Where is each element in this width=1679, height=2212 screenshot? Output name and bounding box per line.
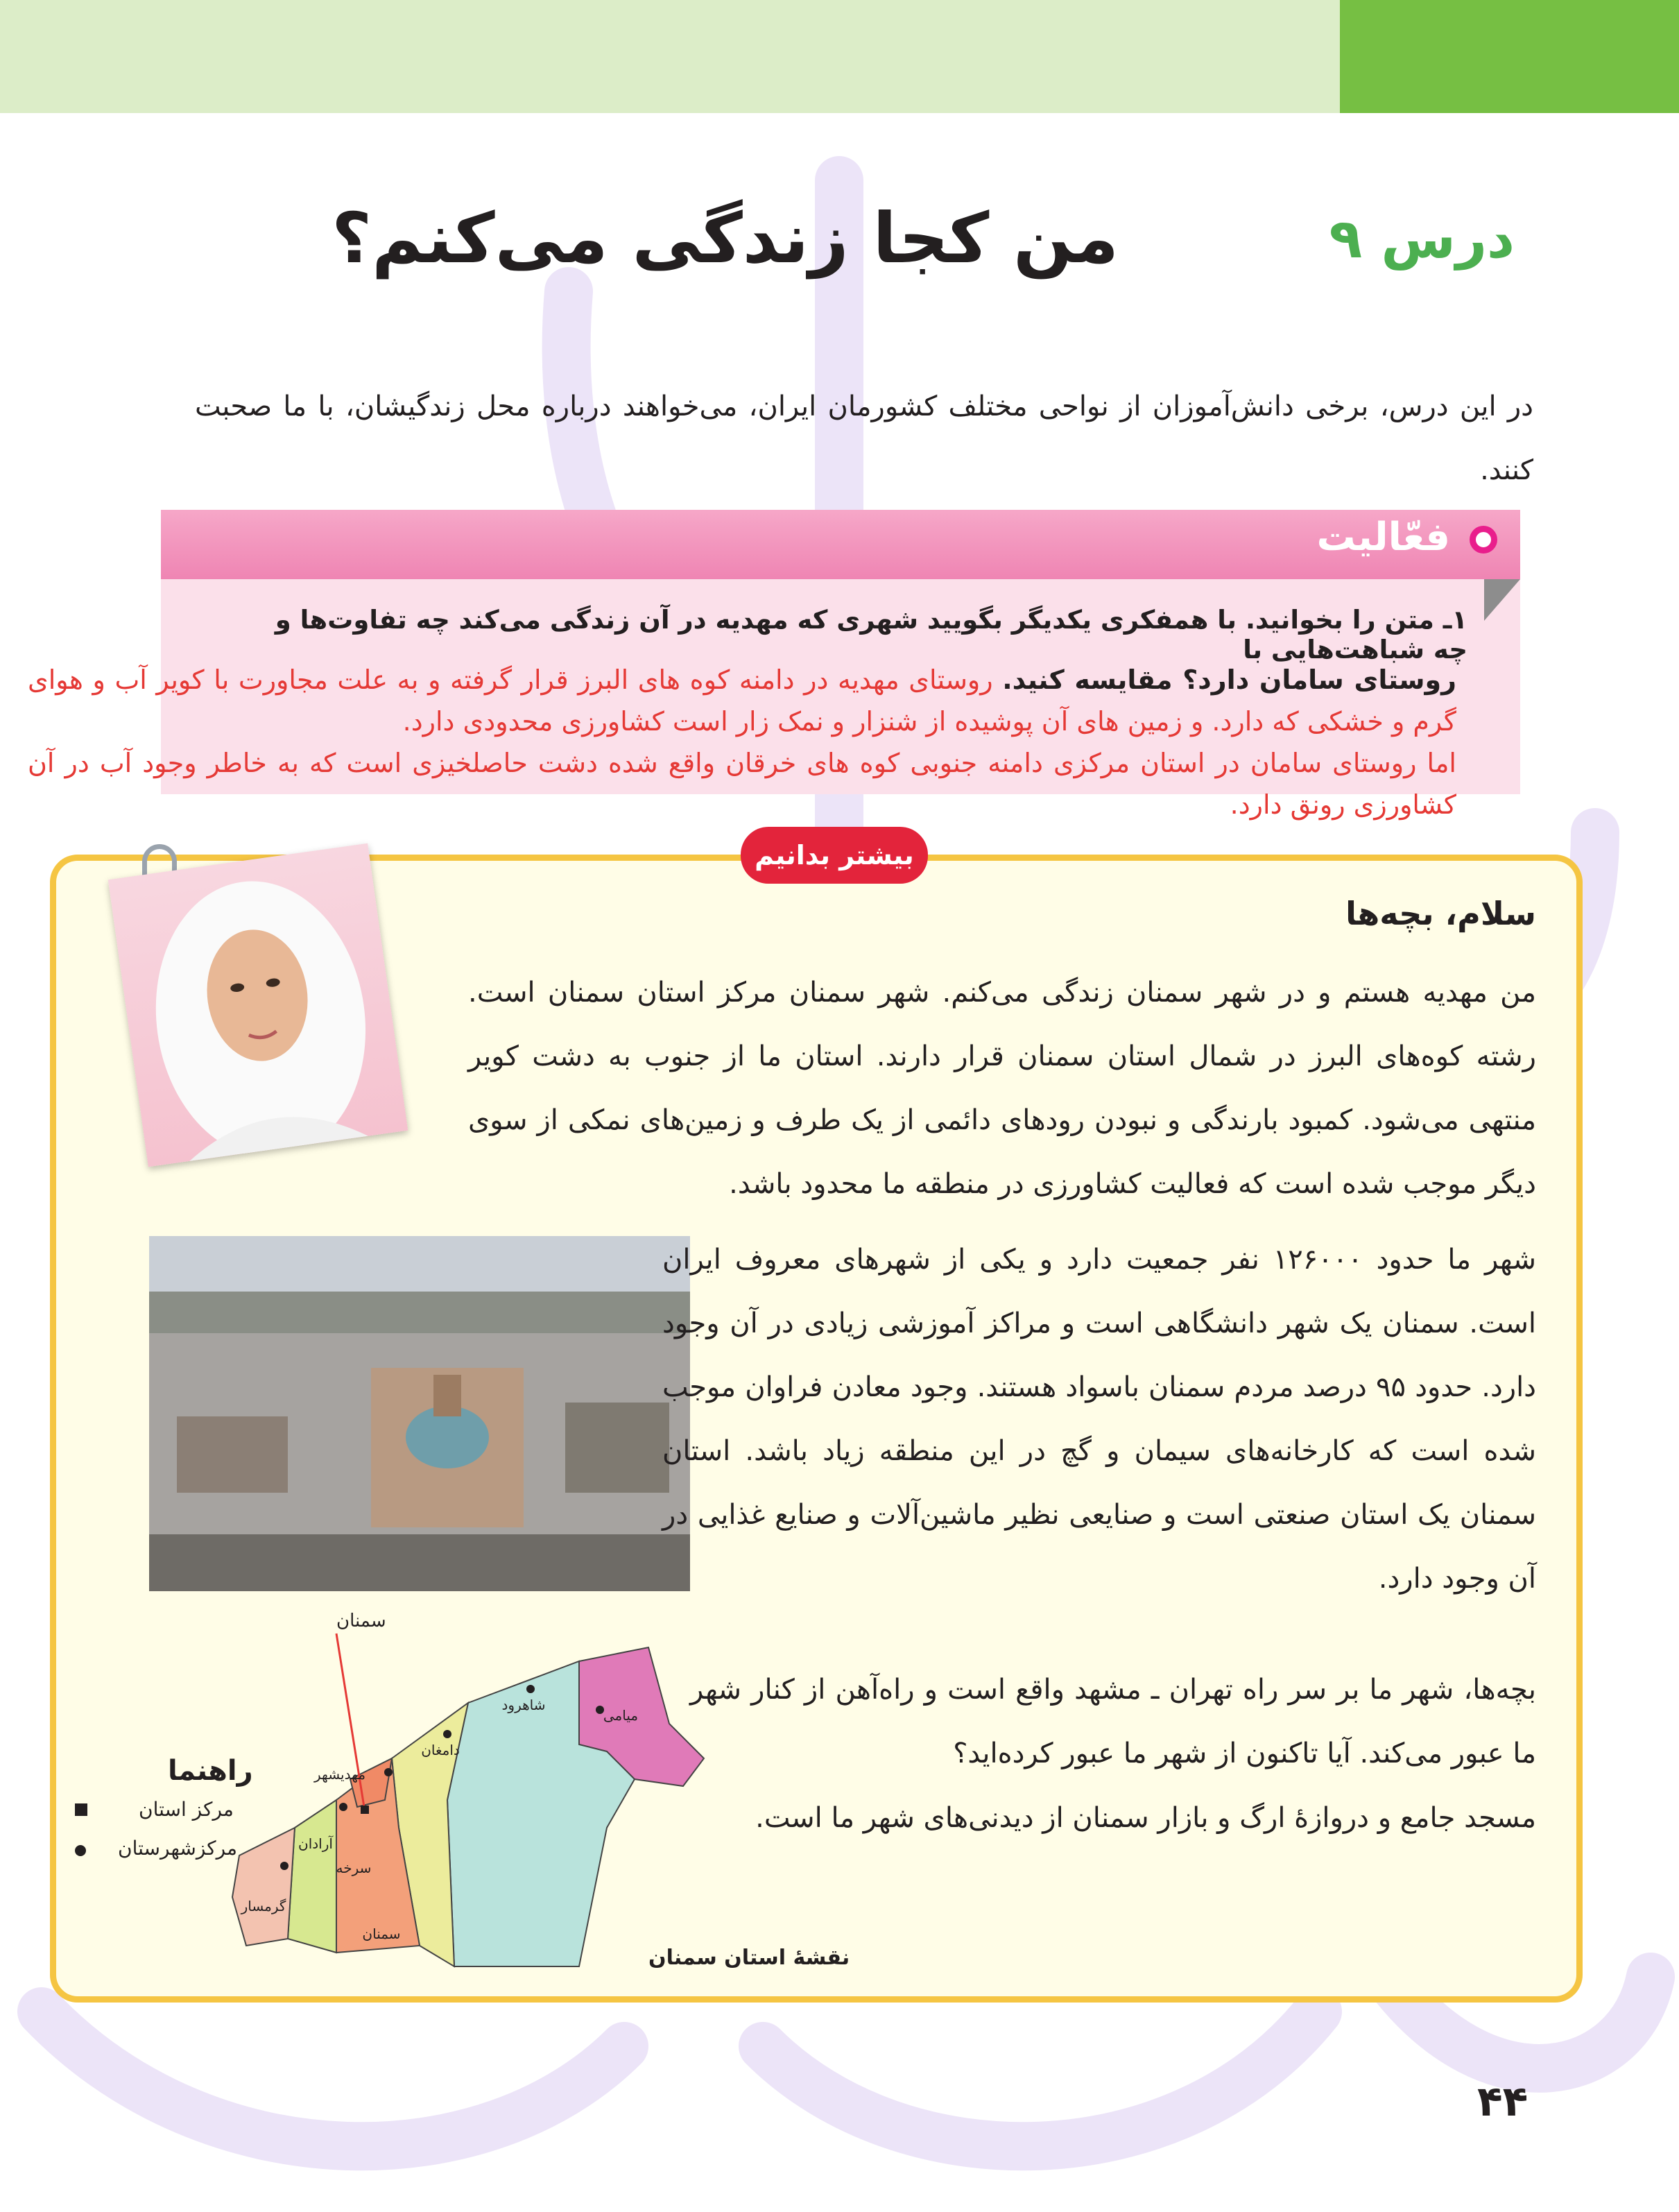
semnan-city-photo [149,1236,690,1591]
legend-dot-icon [75,1845,86,1856]
legend-item-county-center: مرکزشهرستان [118,1837,238,1860]
map-city-marker [280,1862,289,1870]
paragraph-3: بچه‌ها، شهر ما بر سر راه تهران ـ مشهد واقع است و راه‌آهن از کنار شهر ما عبور می‌کند. آیا تاکنون از شهر ما عبور کرده‌اید؟ [690,1674,1536,1769]
activity-title: فعّالیت [1316,515,1450,560]
map-label-garmsar: گرمسار [241,1898,286,1914]
header-accent-band [1340,0,1679,113]
semnan-province-map [218,1620,863,1987]
map-pointer-label: سمنان [336,1611,386,1631]
girl-portrait-photo [108,843,408,1167]
map-label-aradan: آرادان [298,1835,333,1852]
activity-question-continuation: روستای سامان دارد؟ مقایسه کنید. [1002,665,1456,695]
map-label-sorkheh: سرخه [336,1860,372,1876]
legend-square-icon [75,1803,87,1816]
activity-bullet-icon [1470,526,1497,554]
paragraph-4: مسجد جامع و دروازهٔ ارگ و بازار سمنان از دیدنی‌های شهر ما است. [755,1802,1536,1834]
activity-tab-fold [1484,579,1520,621]
map-region-garmsar [232,1828,295,1946]
map-city-marker [443,1730,451,1738]
page-title: من کجا زندگی می‌کنم؟ [332,198,1119,279]
map-label-mayami: میامی [603,1707,639,1724]
activity-answer-block [28,659,1456,825]
map-label-semnan: سمنان [362,1926,401,1942]
map-caption: نقشهٔ استان سمنان [648,1946,850,1970]
map-city-marker [526,1685,535,1693]
paragraph-1: من مهدیه هستم و در شهر سمنان زندگی می‌کنم. شهر سمنان مرکز استان سمنان است. رشته کوه‌های البرز در شمال استان سمنان قرار دارند. استان ما از جنوب به دشت کویر منتهی می‌شود. کمبود بارندگی و نبودن رودهای دائمی از یک طرف و زمین‌های نمکی از سوی دیگر موجب شده است که فعالیت کشاورزی در منطقه ما محدود باشد. [468,977,1536,1200]
page-number: ۴۴ [1477,2077,1529,2126]
map-city-marker [384,1768,393,1776]
map-label-shahrud: شاهرود [501,1697,546,1713]
activity-answer: روستای مهدیه در دامنه کوه های البرز قرار گرفته و به علت مجاورت با کویر آب و هوای گرم و خشکی که دارد. و زمین های آن پوشیده از شنزار و نمک زار است کشاورزی محدودی دارد. [28,665,1456,737]
header-band [0,0,1340,113]
map-region-aradan [288,1800,336,1953]
map-legend-title: راهنما [168,1755,253,1787]
map-capital-marker [361,1806,369,1814]
map-city-marker [339,1803,347,1811]
intro-paragraph: در این درس، برخی دانش‌آموزان از نواحی مختلف کشورمان ایران، می‌خواهند درباره محل زندگیشان، با ما صحبت کنند. [195,391,1533,486]
paragraph-2: شهر ما حدود ۱۲۶۰۰۰ نفر جمعیت دارد و یکی از شهرهای معروف ایران است. سمنان یک شهر دانشگاهی است و مراکز آموزشی زیادی در آن وجود دارد. حدود ۹۵ درصد مردم سمنان باسواد هستند. وجود معادن فراوان موجب شده است که کارخانه‌های سیمان و گچ در این منطقه زیاد باشد. استان سمنان یک استان صنعتی است و صنایعی نظیر ماشین‌آلات و صنایع غذایی در آن وجود دارد. [662,1244,1536,1595]
map-label-mahdishahr: مهدیشهر [313,1766,366,1783]
activity-question: ۱ـ متن را بخوانید. با همفکری یکدیگر بگویید شهری که مهدیه در آن زندگی می‌کند چه تفاوت‌ها و چه شباهت‌هایی با [275,605,1467,665]
activity-answer-2: اما روستای سامان در استان مرکزی دامنه جنوبی کوه های خرقان واقع شده دشت حاصلخیزی است که به خاطر وجود آب در آن کشاورزی رونق دارد. [28,748,1456,820]
more-info-badge: بیشتر بدانیم [741,827,928,884]
map-label-damghan: دامغان [421,1742,460,1758]
legend-item-province-center: مرکز استان [139,1798,234,1821]
lesson-number: درس ۹ [1329,208,1515,271]
greeting-heading: سلام، بچه‌ها [1345,895,1536,932]
